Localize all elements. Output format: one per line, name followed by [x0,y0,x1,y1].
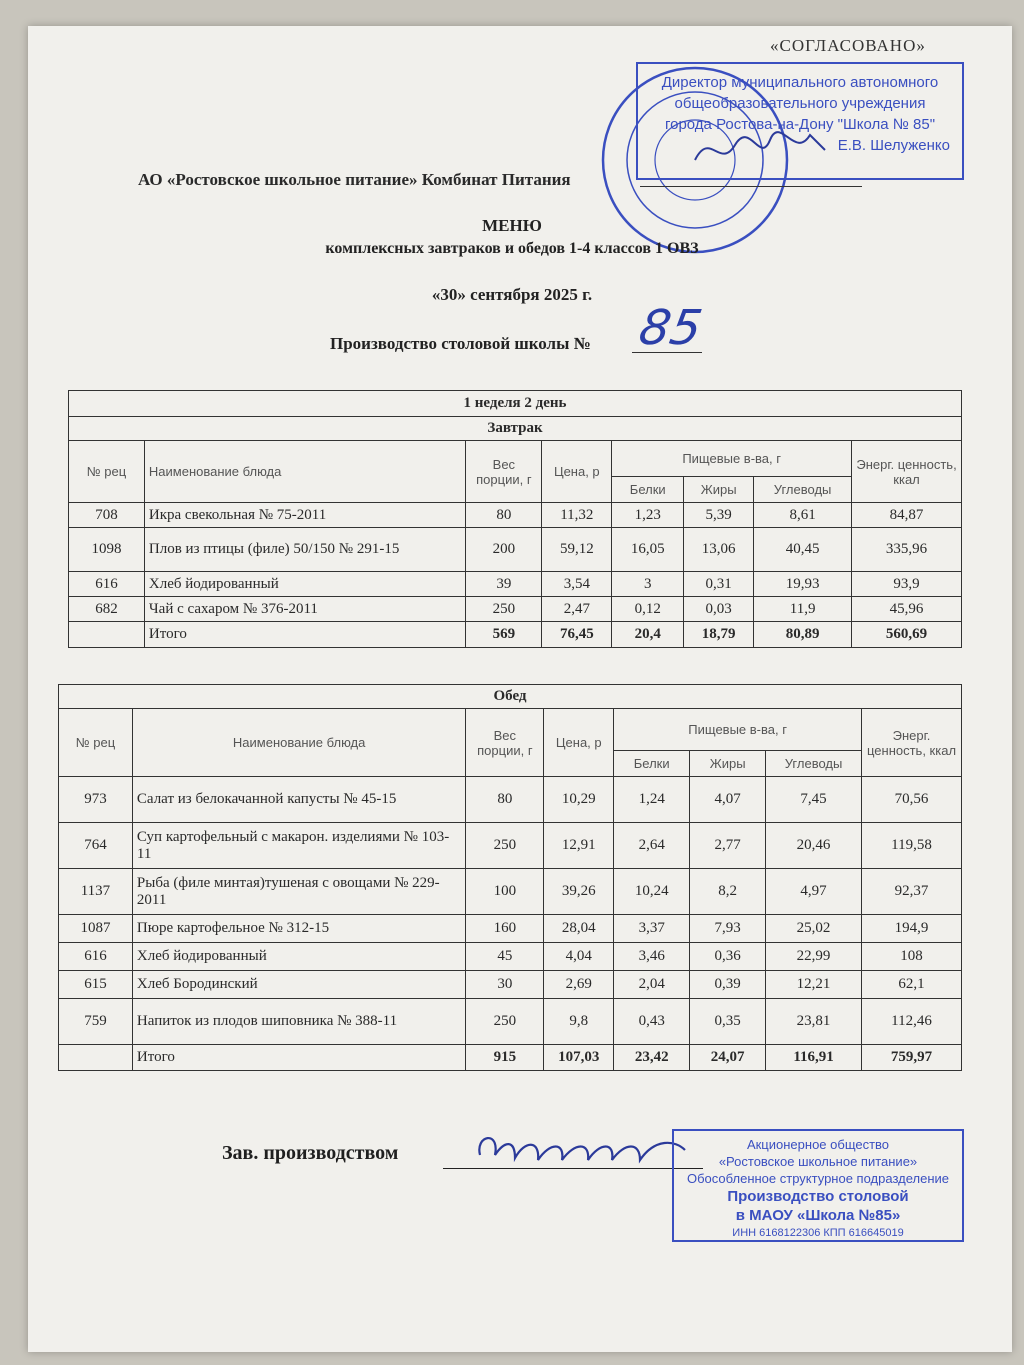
dish-carbs: 4,97 [766,869,862,915]
stamp-top-line2: общеобразовательного учреждения [674,95,926,112]
approved-label: «СОГЛАСОВАНО» [770,36,926,55]
stamp-bot-line5: в МАОУ «Школа №85» [735,1207,901,1224]
menu-title: МЕНЮ [482,216,542,235]
dish-weight: 250 [466,823,544,869]
dish-carbs: 8,61 [754,503,852,528]
col-price: Цена, р [542,441,612,503]
dish-protein: 16,05 [612,528,684,572]
school-number-handwritten: 85 [635,300,707,356]
dish-fat: 8,2 [690,869,766,915]
dish-rec-number: 615 [59,971,133,999]
total-weight: 569 [466,622,542,648]
dish-energy: 70,56 [862,777,962,823]
dish-price: 11,32 [542,503,612,528]
dish-weight: 80 [466,503,542,528]
breakfast-table [68,390,962,648]
week-day-title: 1 неделя 2 день [69,391,962,417]
table-row [59,823,962,869]
total-row [59,1045,962,1071]
stamp-top-line3: города Ростова-на-Дону "Школа № 85" [664,116,936,133]
dish-protein: 2,04 [614,971,690,999]
dish-weight: 250 [466,597,542,622]
school-label: Производство столовой школы № [330,334,591,353]
dish-energy: 112,46 [862,999,962,1045]
stamp-top-line1: Директор муниципального автономного [661,74,939,91]
table-row [59,915,962,943]
total-empty-cell [59,1045,133,1071]
total-empty-cell [69,622,145,648]
dish-protein: 2,64 [614,823,690,869]
col-nutrients: Пищевые в-ва, г [612,441,852,477]
col-energy: Энерг. ценность, ккал [862,709,962,777]
col-rec: № рец [59,709,133,777]
director-signature [690,120,830,180]
dish-name: Хлеб йодированный [144,572,465,597]
dish-energy: 45,96 [852,597,962,622]
dish-carbs: 40,45 [754,528,852,572]
dish-rec-number: 764 [59,823,133,869]
dish-name: Чай с сахаром № 376-2011 [144,597,465,622]
dish-price: 2,47 [542,597,612,622]
table-row [59,971,962,999]
dish-price: 9,8 [544,999,614,1045]
dish-energy: 119,58 [862,823,962,869]
dish-protein: 3,46 [614,943,690,971]
dish-rec-number: 708 [69,503,145,528]
dish-energy: 335,96 [852,528,962,572]
dish-rec-number: 682 [69,597,145,622]
dish-fat: 0,31 [684,572,754,597]
stamp-bot-line2: «Ростовское школьное питание» [718,1154,918,1169]
dish-energy: 62,1 [862,971,962,999]
dish-name: Суп картофельный с макарон. изделиями № 103-11 [132,823,465,869]
dish-protein: 0,43 [614,999,690,1045]
dish-weight: 200 [466,528,542,572]
col-nutrients: Пищевые в-ва, г [614,709,862,751]
dish-weight: 250 [466,999,544,1045]
total-carbs: 116,91 [766,1045,862,1071]
col-rec: № рец [69,441,145,503]
dish-name: Салат из белокачанной капусты № 45-15 [132,777,465,823]
total-price: 107,03 [544,1045,614,1071]
table-row [59,777,962,823]
total-fat: 24,07 [690,1045,766,1071]
dish-rec-number: 616 [69,572,145,597]
total-label: Итого [132,1045,465,1071]
table-row [69,572,962,597]
dish-price: 10,29 [544,777,614,823]
dish-carbs: 22,99 [766,943,862,971]
dish-rec-number: 1098 [69,528,145,572]
production-stamp [672,1129,964,1242]
dish-protein: 3 [612,572,684,597]
org-underline [640,186,862,187]
dish-name: Хлеб йодированный [132,943,465,971]
organization-name: АО «Ростовское школьное питание» Комбинат Питания [138,170,571,189]
dish-fat: 13,06 [684,528,754,572]
col-weight: Вес порции, г [466,441,542,503]
dish-protein: 1,23 [612,503,684,528]
total-energy: 560,69 [852,622,962,648]
col-carbs: Углеводы [754,477,852,503]
total-protein: 23,42 [614,1045,690,1071]
dish-price: 3,54 [542,572,612,597]
total-energy: 759,97 [862,1045,962,1071]
stamp-bot-line1: Акционерное общество [746,1137,890,1152]
dish-fat: 0,03 [684,597,754,622]
dish-name: Пюре картофельное № 312-15 [132,915,465,943]
col-name: Наименование блюда [144,441,465,503]
stamp-top-line4: Е.В. Шелуженко [837,137,950,154]
dish-name: Хлеб Бородинский [132,971,465,999]
dish-price: 4,04 [544,943,614,971]
col-protein: Белки [612,477,684,503]
breakfast-title: Завтрак [69,417,962,441]
table-row [59,943,962,971]
col-fat: Жиры [690,751,766,777]
dish-carbs: 11,9 [754,597,852,622]
lunch-table [58,684,962,1071]
dish-weight: 39 [466,572,542,597]
dish-rec-number: 759 [59,999,133,1045]
dish-price: 12,91 [544,823,614,869]
table-row [59,999,962,1045]
production-head-label: Зав. производством [222,1142,399,1164]
dish-name: Рыба (филе минтая)тушеная с овощами № 229-2011 [132,869,465,915]
total-row [69,622,962,648]
dish-price: 39,26 [544,869,614,915]
col-weight: Вес порции, г [466,709,544,777]
dish-carbs: 20,46 [766,823,862,869]
dish-energy: 93,9 [852,572,962,597]
col-fat: Жиры [684,477,754,503]
dish-energy: 194,9 [862,915,962,943]
dish-rec-number: 616 [59,943,133,971]
dish-protein: 0,12 [612,597,684,622]
dish-carbs: 25,02 [766,915,862,943]
stamp-bot-line3: Обособленное структурное подразделение [686,1171,949,1186]
total-protein: 20,4 [612,622,684,648]
dish-name: Напиток из плодов шиповника № 388-11 [132,999,465,1045]
dish-protein: 10,24 [614,869,690,915]
dish-fat: 7,93 [690,915,766,943]
col-energy: Энерг. ценность, ккал [852,441,962,503]
dish-rec-number: 1087 [59,915,133,943]
dish-weight: 45 [466,943,544,971]
dish-weight: 80 [466,777,544,823]
stamp-bot-line6: ИНН 6168122306 КПП 616645019 [732,1227,904,1239]
total-fat: 18,79 [684,622,754,648]
dish-carbs: 19,93 [754,572,852,597]
dish-fat: 2,77 [690,823,766,869]
table-row [59,869,962,915]
dish-fat: 4,07 [690,777,766,823]
dish-price: 2,69 [544,971,614,999]
dish-protein: 3,37 [614,915,690,943]
dish-weight: 100 [466,869,544,915]
dish-energy: 108 [862,943,962,971]
col-name: Наименование блюда [132,709,465,777]
dish-price: 59,12 [542,528,612,572]
dish-weight: 30 [466,971,544,999]
dish-price: 28,04 [544,915,614,943]
dish-rec-number: 1137 [59,869,133,915]
total-label: Итого [144,622,465,648]
dish-fat: 0,36 [690,943,766,971]
dish-fat: 0,35 [690,999,766,1045]
col-price: Цена, р [544,709,614,777]
dish-protein: 1,24 [614,777,690,823]
dish-weight: 160 [466,915,544,943]
dish-name: Икра свекольная № 75-2011 [144,503,465,528]
dish-fat: 0,39 [690,971,766,999]
table-row [69,528,962,572]
col-protein: Белки [614,751,690,777]
dish-energy: 92,37 [862,869,962,915]
dish-carbs: 7,45 [766,777,862,823]
menu-subtitle: комплексных завтраков и обедов 1-4 классов 1 ОВЗ [325,240,699,257]
total-carbs: 80,89 [754,622,852,648]
dish-name: Плов из птицы (филе) 50/150 № 291-15 [144,528,465,572]
menu-date: «30» сентября 2025 г. [431,285,593,304]
col-carbs: Углеводы [766,751,862,777]
lunch-title: Обед [59,685,962,709]
total-price: 76,45 [542,622,612,648]
stamp-bot-line4: Производство столовой [727,1188,909,1205]
dish-rec-number: 973 [59,777,133,823]
table-row [69,503,962,528]
dish-carbs: 12,21 [766,971,862,999]
dish-energy: 84,87 [852,503,962,528]
dish-carbs: 23,81 [766,999,862,1045]
total-weight: 915 [466,1045,544,1071]
table-row [69,597,962,622]
dish-fat: 5,39 [684,503,754,528]
